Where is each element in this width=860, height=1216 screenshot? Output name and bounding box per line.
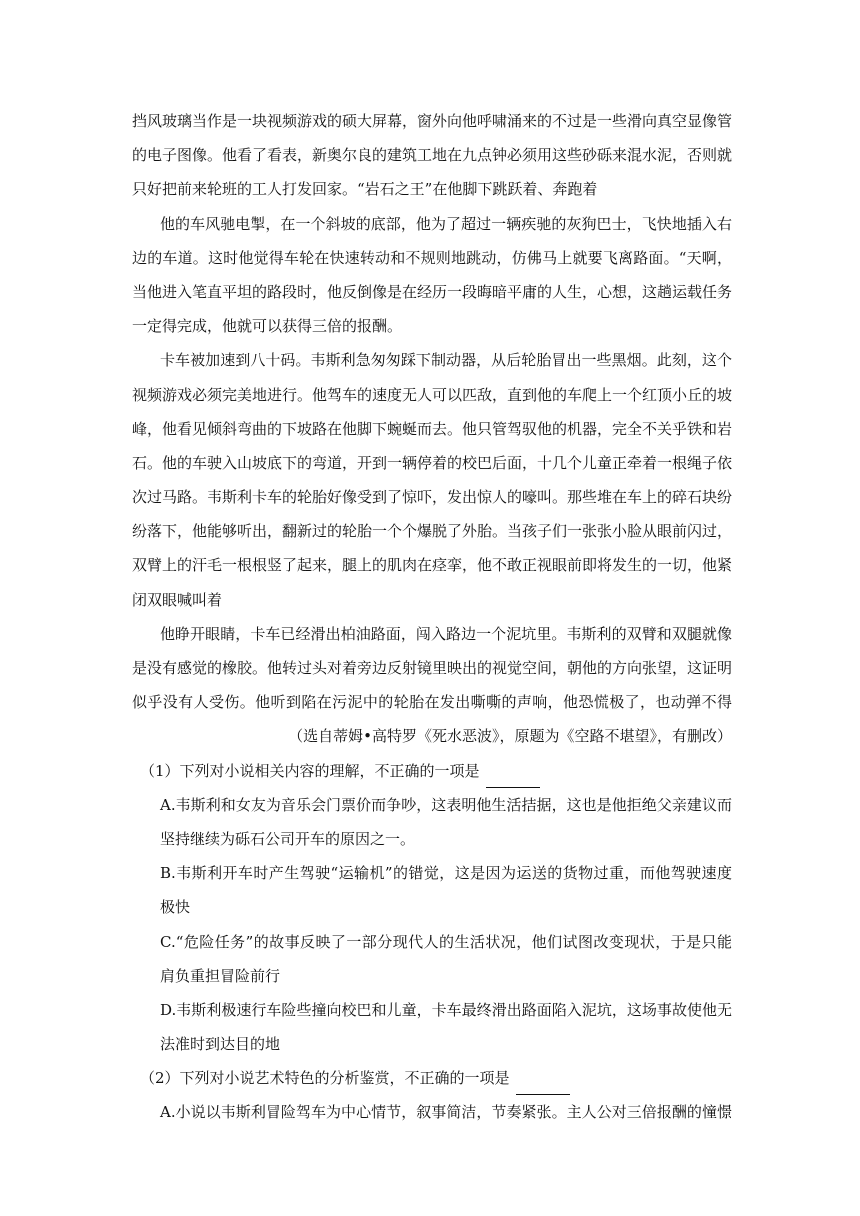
text-line: 纷落下，他能够听出，翻新过的轮胎一个个爆脱了外胎。当孩子们一张张小脸从眼前闪过， [132,522,732,541]
option-d: D.韦斯利极速行车险些撞向校巴和儿童，卡车最终滑出路面陷入泥坑，这场事故使他无 [160,1000,732,1019]
question-stem [132,754,732,788]
option-b: B.韦斯利开车时产生驾驶“运输机”的错觉，这是因为运送的货物过重，而他驾驶速度 [160,864,732,883]
source-citation: （选自蒂姆•高特罗《死水恶波》，原题为《空路不堪望》，有删改） [288,727,732,746]
paragraph-2 [132,207,732,344]
answer-blank[interactable] [516,1074,570,1095]
text-line: 只好把前来轮班的工人打发回家。“岩石之王”在他脚下跳跃着、奔跑着 [132,180,598,199]
paragraph-4 [132,617,732,720]
paragraph-3 [132,343,732,617]
text-line: 的电子图像。他看了看表，新奥尔良的建筑工地在九点钟必须用这些砂砾来混水泥，否则就 [132,146,732,165]
text-line: 卡车被加速到八十码。韦斯利急匆匆踩下制动器，从后轮胎冒出一些黑烟。此刻，这个 [160,351,732,370]
text-line: 挡风玻璃当作是一块视频游戏的硕大屏幕，窗外向他呼啸涌来的不过是一些滑向真空显像管 [132,112,732,130]
question-2 [132,1061,732,1129]
text-line: 边的车道。这时他觉得车轮在快速转动和不规则地跳动，仿佛马上就要飞离路面。“天啊， [132,248,732,267]
option-b-cont: 极快 [160,898,191,917]
text-line: 是没有感觉的橡胶。他转过头对着旁边反射镜里映出的视觉空间，朝他的方向张望，这证明 [132,659,732,677]
text-line: 视频游戏必须完美地进行。他驾车的速度无人可以匹敌，直到他的车爬上一个红顶小丘的坡 [132,385,732,404]
text-line: 一定得完成，他就可以获得三倍的报酬。 [132,317,403,336]
paragraph-1 [132,104,732,207]
text-line: 他的车风驰电掣，在一个斜坡的底部，他为了超过一辆疾驰的灰狗巴士，飞快地插入右 [160,214,732,233]
answer-blank[interactable] [486,767,540,788]
text-line: 石。他的车驶入山坡底下的弯道，开到一辆停着的校巴后面，十几个儿童正牵着一根绳子依 [132,453,732,472]
option-a: A.韦斯利和女友为音乐会门票价而争吵，这表明他生活拮据，这也是他拒绝父亲建议而 [160,795,732,814]
text-line: 似乎没有人受伤。他听到陷在污泥中的轮胎在发出嘶嘶的声响，他恐慌极了，也动弹不得 [132,693,732,712]
text-line: 次过马路。韦斯利卡车的轮胎好像受到了惊吓，发出惊人的嚎叫。那些堆在车上的碎石块纷 [132,488,732,507]
text-line: 闭双眼喊叫着 [132,590,223,609]
question-stem-text: （1）下列对小说相关内容的理解，不正确的一项是 [140,761,480,780]
option-c-cont: 肩负重担冒险前行 [160,966,281,985]
text-line: 双臂上的汗毛一根根竖了起来，腿上的肌肉在痉挛，他不敢正视眼前即将发生的一切，他紧 [132,556,732,575]
text-line: 当他进入笔直平坦的路段时，他反倒像是在经历一段晦暗平庸的人生，心想，这趟运载任务 [132,282,732,301]
question-1 [132,754,732,1062]
option-a: A.小说以韦斯利冒险驾车为中心情节，叙事简洁，节奏紧张。主人公对三倍报酬的憧憬 [160,1103,732,1122]
option-c: C.“危险任务”的故事反映了一部分现代人的生活状况，他们试图改变现状，于是只能 [160,932,732,951]
text-line: 峰，他看见倾斜弯曲的下坡路在他脚下蜿蜒而去。他只管驾驭他的机器，完全不关乎铁和岩 [132,419,732,438]
text-line: 他睁开眼睛，卡车已经滑出柏油路面，闯入路边一个泥坑里。韦斯利的双臂和双腿就像 [160,624,732,643]
question-stem-text: （2）下列对小说艺术特色的分析鉴赏，不正确的一项是 [140,1069,510,1088]
document-body [132,104,732,1130]
question-stem [132,1061,732,1095]
option-d-cont: 法准时到达目的地 [160,1035,281,1054]
option-a-cont: 坚持继续为砾石公司开车的原因之一。 [160,829,416,848]
